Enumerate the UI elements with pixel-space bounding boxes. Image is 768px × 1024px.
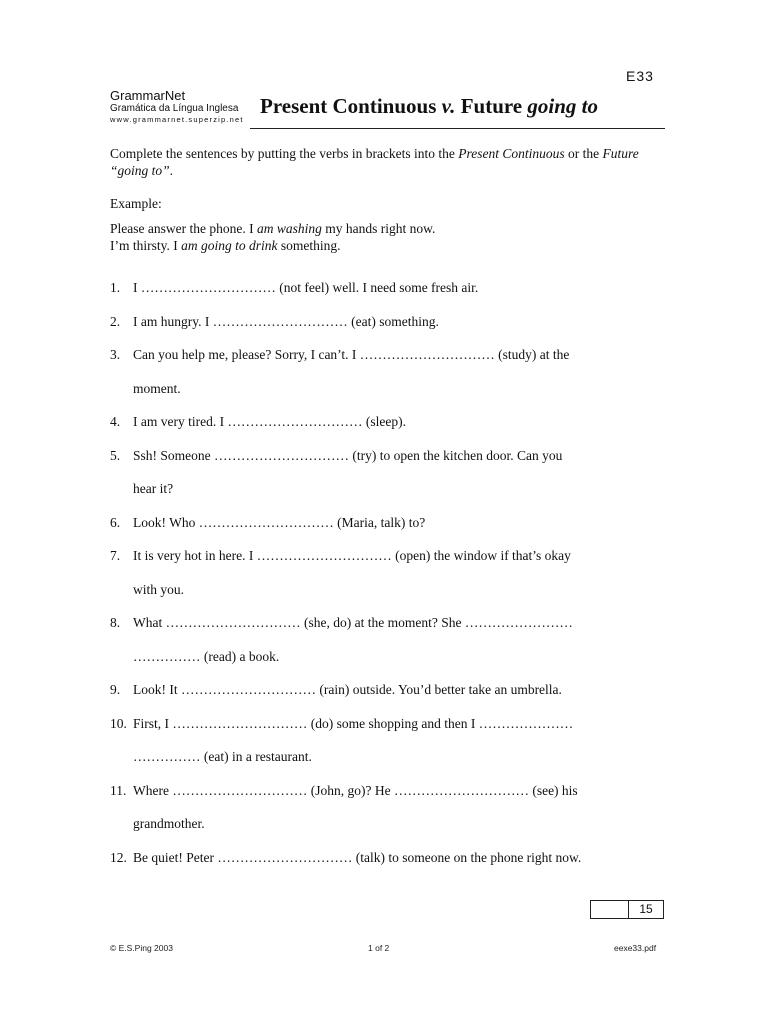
item-text: …………… (read) a book. [133, 648, 280, 664]
worksheet-body [110, 145, 670, 874]
exercise-list [110, 271, 670, 874]
item-text: First, I ………………………… (do) some shopping and then I ………………… [133, 715, 574, 731]
item-text: grandmother. [133, 816, 205, 831]
instructions-text-4: Future “going to” [110, 146, 639, 178]
item-number: 9. [110, 682, 121, 697]
item-text: hear it? [133, 481, 174, 496]
item-number: 10. [110, 715, 127, 731]
example-line-1 [110, 220, 670, 237]
item-text: I ………………………… (not feel) well. I need some fresh air. [133, 280, 479, 295]
example-1-text-2: am washing [256, 221, 322, 236]
exercise-item-continuation [110, 472, 670, 506]
item-number: 2. [110, 313, 121, 329]
score-total: 15 [639, 902, 653, 916]
item-number: 8. [110, 615, 121, 630]
page-title [260, 94, 598, 119]
exercise-item[interactable] [110, 841, 670, 875]
item-text: Look! It ………………………… (rain) outside. You’d better take an umbrella. [133, 682, 562, 697]
title-part-1: Present Continuous [260, 94, 442, 118]
exercise-item[interactable] [110, 707, 670, 741]
title-part-2: v. [441, 94, 456, 118]
item-text: Ssh! Someone ………………………… (try) to open the kitchen door. Can you [133, 447, 563, 463]
exercise-item[interactable] [110, 405, 670, 439]
title-part-4: going to [527, 94, 598, 118]
item-number: 11. [110, 782, 127, 798]
item-text: Can you help me, please? Sorry, I can’t. I ………………………… (study) at the [133, 347, 570, 362]
example-2-text-2: am going to drink [181, 238, 278, 253]
item-number: 6. [110, 514, 121, 530]
exercise-item[interactable] [110, 338, 670, 372]
exercise-item-continuation [110, 372, 670, 406]
score-box [590, 900, 664, 919]
brand-block [110, 88, 244, 125]
item-text: What ………………………… (she, do) at the moment? She …………………… [133, 615, 573, 630]
instructions-text-1: Complete the sentences by putting the verbs in brackets into the [110, 146, 459, 161]
instructions-text-2: Present Continuous [458, 146, 565, 161]
exercise-item[interactable] [110, 271, 670, 305]
item-text: …………… (eat) in a restaurant. [133, 749, 312, 764]
footer-filename: eexe33.pdf [614, 943, 657, 953]
exercise-item-continuation [110, 573, 670, 607]
item-number: 1. [110, 280, 121, 295]
item-text: I am very tired. I ………………………… (sleep). [133, 414, 406, 429]
item-number: 12. [110, 849, 127, 865]
instructions-text-5: . [169, 163, 174, 178]
exercise-item[interactable] [110, 305, 670, 339]
example-1-text-3: my hands right now. [321, 221, 436, 236]
example-line-2 [110, 237, 670, 254]
item-text: I am hungry. I ………………………… (eat) something. [133, 313, 439, 329]
examples [110, 220, 670, 254]
exercise-item-continuation [110, 740, 670, 774]
item-text: Be quiet! Peter ………………………… (talk) to someone on the phone right now. [133, 849, 582, 865]
brand-name: GrammarNet [110, 88, 186, 103]
item-number: 4. [110, 414, 121, 429]
example-label: Example: [110, 196, 162, 211]
item-text: with you. [133, 581, 185, 597]
title-part-3: Future [455, 94, 528, 118]
exercise-item[interactable] [110, 506, 670, 540]
exercise-item-continuation [110, 807, 670, 841]
example-1-text-1: Please answer the phone. I [110, 221, 257, 236]
instructions-text-3: or the [564, 146, 603, 161]
title-underline [250, 128, 665, 129]
exercise-item[interactable] [110, 606, 670, 640]
item-text: Look! Who ………………………… (Maria, talk) to? [133, 514, 426, 530]
exercise-item[interactable] [110, 774, 670, 808]
exercise-item-continuation [110, 640, 670, 674]
item-number: 7. [110, 548, 121, 563]
exercise-item[interactable] [110, 439, 670, 473]
instructions [110, 145, 670, 179]
footer-page-number: 1 of 2 [368, 943, 390, 953]
score-field[interactable] [591, 901, 629, 918]
example-2-text-1: I’m thirsty. I [110, 238, 182, 253]
brand-subtitle: Gramática da Língua Inglesa [110, 103, 239, 114]
footer-copyright: © E.S.Ping 2003 [110, 943, 173, 953]
exercise-code: E33 [626, 68, 654, 84]
item-number: 3. [110, 347, 121, 362]
item-text: moment. [133, 380, 181, 396]
item-text: It is very hot in here. I ………………………… (open) the window if that’s okay [133, 548, 571, 563]
brand-url: www.grammarnet.superzip.net [110, 115, 244, 124]
exercise-item[interactable] [110, 673, 670, 707]
example-2-text-3: something. [277, 238, 341, 253]
exercise-item[interactable] [110, 539, 670, 573]
item-text: Where ………………………… (John, go)? He ………………………… (see) his [133, 782, 578, 798]
item-number: 5. [110, 447, 121, 463]
